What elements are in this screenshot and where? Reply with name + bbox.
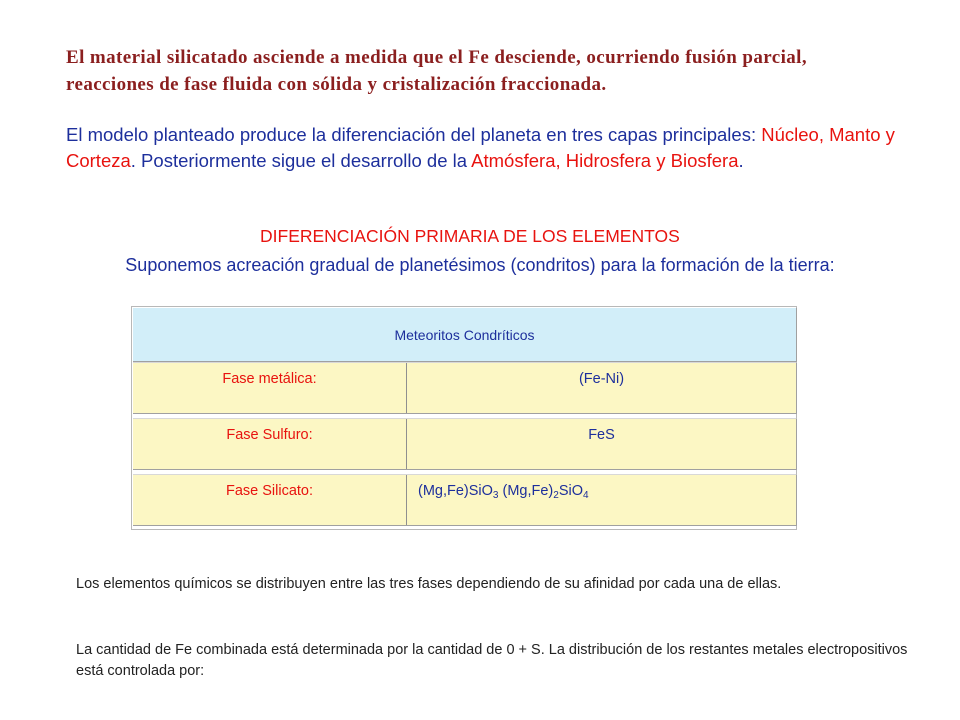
formula-part: (Mg,Fe)SiO	[418, 483, 493, 499]
formula-part: SiO	[558, 483, 583, 499]
intro-paragraph: El material silicatado asciende a medida que el Fe desciende, ocurriendo fusión parcial, reacciones de fase fluida con sólida y cristalización fraccionada.	[66, 47, 807, 95]
section-heading: DIFERENCIACIÓN PRIMARIA DE LOS ELEMENTOS	[260, 226, 680, 246]
model-paragraph	[66, 122, 896, 174]
row-label-cell	[133, 475, 407, 525]
formula-subscript: 2	[553, 490, 559, 501]
table-row-silicate	[133, 474, 797, 526]
model-text-start: El modelo planteado produce la diferenciación del planeta en tres capas principales:	[66, 124, 757, 145]
distribution-paragraph: Los elementos químicos se distribuyen entre las tres fases dependiendo de su afinidad por cada una de ellas.	[76, 576, 782, 592]
row-label: Fase metálica:	[222, 371, 317, 387]
table-row-sulfide	[133, 418, 797, 470]
formula-subscript: 4	[583, 490, 589, 501]
formula-part: (Mg,Fe)	[498, 483, 554, 499]
row-label: Fase Silicato:	[225, 483, 314, 499]
row-label: Fase Sulfuro:	[226, 427, 313, 443]
model-text-middle: . Posteriormente sigue el desarrollo de la	[130, 150, 472, 171]
row-value-formula	[407, 483, 796, 499]
row-label-cell	[133, 363, 407, 413]
table-header	[133, 308, 797, 362]
iron-paragraph: La cantidad de Fe combinada está determinada por la cantidad de 0 + S. La distribución de los restantes metales electropositivos está controlada por:	[76, 642, 908, 679]
formula-subscript: 3	[492, 490, 499, 501]
earth-layers-text: Núcleo, Manto y Corteza	[66, 124, 895, 171]
row-value: (Fe-Ni)	[578, 371, 625, 387]
table-header-label: Meteoritos Condríticos	[394, 327, 535, 343]
row-label-cell	[133, 419, 407, 469]
row-value: FeS	[588, 427, 615, 443]
section-subtitle: Suponemos acreación gradual de planetésimos (condritos) para la formación de la tierra:	[125, 255, 835, 275]
table-row-metal	[133, 362, 797, 414]
envelopes-text: Atmósfera, Hidrosfera y Biosfera	[471, 150, 739, 171]
model-text-end: .	[738, 150, 744, 171]
